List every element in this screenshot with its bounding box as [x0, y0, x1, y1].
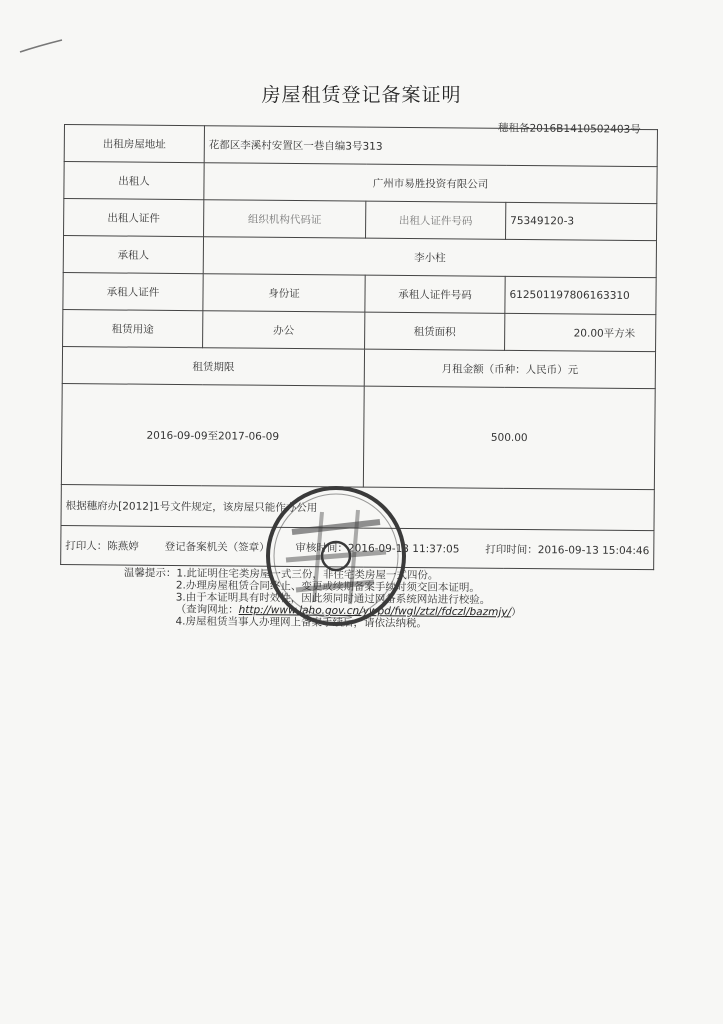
usage-note: 根据穗府办[2012]1号文件规定，该房屋只能作办公用 [61, 484, 654, 530]
period-label: 租赁期限 [62, 346, 364, 386]
printer-name: 打印人：陈燕婷 [65, 539, 139, 553]
lessee-id-no-label: 承租人证件号码 [365, 275, 505, 313]
tip-item-3: 3.由于本证明具有时效性，因此须同时通过网备系统网站进行校验。 [175, 591, 491, 607]
lessor-label: 出租人 [64, 162, 204, 200]
registration-number: 穗租备2016B1410502403号 [497, 122, 641, 136]
tips-heading: 温馨提示： [123, 567, 177, 580]
lessee-value: 李小柱 [203, 237, 656, 278]
print-time: 打印时间：2016-09-13 15:04:46 [485, 543, 650, 557]
period-value: 2016-09-09至2017-06-09 [61, 383, 364, 487]
query-url-link[interactable]: http://www.laho.gov.cn/ywpd/fwgl/ztzl/fdczl/bazmjy/ [238, 604, 512, 619]
rent-label: 月租金额（币种：人民币）元 [364, 349, 655, 389]
query-suffix: ） [510, 606, 522, 619]
lessor-id-no-label: 出租人证件号码 [366, 201, 506, 239]
authority-label: 登记备案机关（签章） [164, 540, 270, 554]
tip-item-2: 2.办理房屋租赁合同终止、变更或续期备案手续时须交回本证明。 [175, 579, 480, 595]
area-value: 20.00平方米 [505, 313, 656, 351]
lessor-id-type: 组织机构代码证 [204, 200, 366, 238]
lessor-id-no: 75349120-3 [506, 202, 657, 240]
review-time: 审核时间：2016-09-13 11:37:05 [295, 541, 460, 555]
lessee-id-no: 612501197806163310 [505, 276, 656, 314]
lessor-id-row [64, 199, 657, 241]
period-header-row [62, 346, 655, 388]
address-label: 出租房屋地址 [64, 125, 204, 163]
tip-item-4: 4.房屋租赁当事人办理网上备案手续后，请依法纳税。 [175, 615, 428, 630]
address-row [64, 125, 657, 167]
query-prefix: （查询网址： [175, 603, 239, 617]
lessee-id-type: 身份证 [203, 274, 365, 312]
official-seal-stamp [262, 482, 410, 630]
lessee-id-label: 承租人证件 [63, 272, 203, 310]
area-label: 租赁面积 [365, 312, 505, 350]
lessor-id-label: 出租人证件 [64, 199, 204, 237]
lessee-row [63, 236, 656, 278]
usage-label: 租赁用途 [63, 309, 203, 347]
address-value: 花都区李溪村安置区一巷自编3号313 [204, 126, 657, 167]
pen-mark [18, 36, 68, 56]
rent-value: 500.00 [363, 386, 655, 490]
lessee-id-row [63, 272, 656, 314]
page-title: 房屋租赁登记备案证明 [261, 84, 462, 106]
period-value-row [61, 383, 655, 489]
lessee-label: 承租人 [63, 236, 203, 274]
usage-value: 办公 [203, 311, 365, 349]
tip-item-1: 1.此证明住宅类房屋一式三份，非住宅类房屋一式四份。 [176, 567, 439, 582]
lessor-row [64, 162, 657, 204]
lessor-value: 广州市易胜投资有限公司 [204, 163, 657, 204]
usage-row [63, 309, 656, 351]
